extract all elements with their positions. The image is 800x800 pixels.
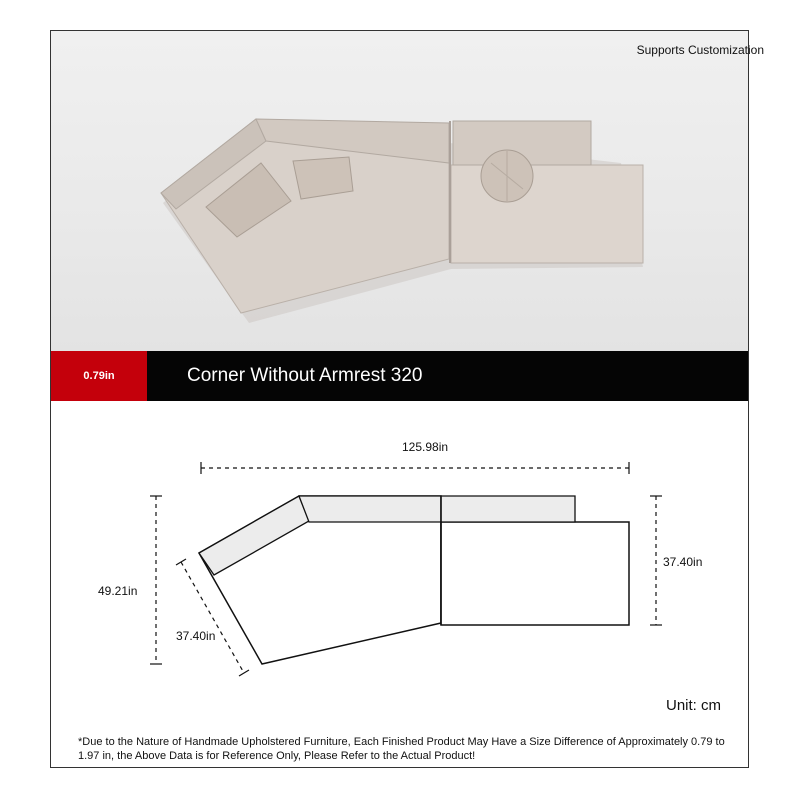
unit-label: Unit: cm — [666, 697, 722, 714]
right-depth-label: 37.40in — [663, 555, 703, 569]
sofa-illustration — [51, 31, 748, 351]
product-title: Corner Without Armrest 320 — [187, 365, 423, 386]
disclaimer-note: *Due to the Nature of Handmade Upholstered Furniture, Each Finished Product May Have a Size Difference of Approximately 0.79 to 1.97 in, the Above Data is for Reference Only, Please Refer to the Actual Product! — [78, 736, 725, 762]
width-label: 125.98in — [402, 440, 449, 454]
sofa-outline-drawing — [51, 401, 748, 767]
product-photo — [51, 31, 748, 351]
thickness-tag — [51, 351, 147, 401]
overall-depth-label: 49.21in — [98, 584, 138, 598]
customization-badge: Supports Customization — [636, 43, 764, 57]
thickness-label: 0.79in — [83, 370, 115, 382]
dimension-diagram — [51, 401, 748, 767]
angled-depth-label: 37.40in — [176, 629, 216, 643]
title-banner — [51, 351, 748, 401]
